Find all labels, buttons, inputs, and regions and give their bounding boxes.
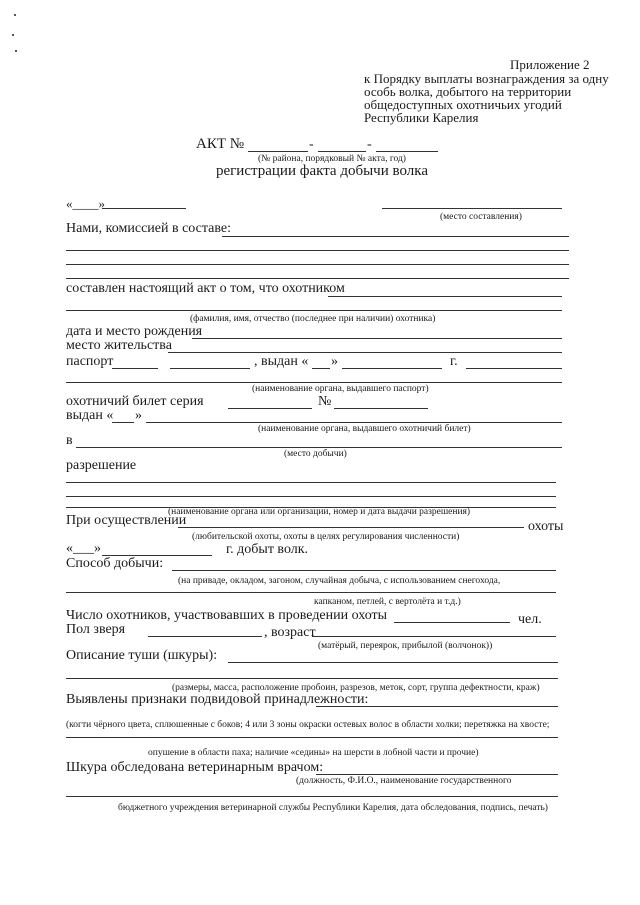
carcass-line[interactable] xyxy=(228,662,558,663)
killed-label: г. добыт волк. xyxy=(226,542,309,557)
vet-label: Шкура обследована ветеринарным врачом: xyxy=(66,760,324,775)
in-label: в xyxy=(66,433,73,448)
residence-line[interactable] xyxy=(168,352,562,353)
passport-label: паспорт xyxy=(66,354,114,369)
hunt-type-hint: (любительской охоты, охоты в целях регулирования численности) xyxy=(192,532,460,542)
age-label: , возраст xyxy=(264,625,316,640)
residence-label: место жительства xyxy=(66,338,172,353)
passport-org-line[interactable] xyxy=(466,368,562,369)
appendix-line: Республики Карелия xyxy=(364,110,479,125)
carcass-hint: (размеры, масса, расположение пробоин, разрезов, меток, сорт, группа дефектности, краж) xyxy=(172,683,540,693)
hunt-word: охоты xyxy=(528,519,564,534)
method-label: Способ добычи: xyxy=(66,556,164,571)
scan-speck xyxy=(14,14,16,16)
sex-label: Пол зверя xyxy=(66,622,126,637)
vet-hint: (должность, Ф.И.О., наименование государственного xyxy=(296,776,512,786)
place-line[interactable] xyxy=(382,208,562,209)
carcass-line[interactable] xyxy=(66,678,558,679)
ticket-number-line[interactable] xyxy=(334,408,428,409)
place-hint: (место составления) xyxy=(440,212,522,222)
date-open: «____» xyxy=(66,196,105,211)
permit-line[interactable] xyxy=(66,496,556,497)
year-line[interactable] xyxy=(376,151,438,152)
hunters-count-label: Число охотников, участвовавших в проведении охоты xyxy=(66,608,388,623)
act-number-line[interactable] xyxy=(318,151,366,152)
quote-close: » xyxy=(135,408,142,423)
scan-speck xyxy=(15,50,17,52)
passport-number-line[interactable] xyxy=(170,368,250,369)
ticket-day-line[interactable] xyxy=(112,422,134,423)
method-hint: капканом, петлей, с вертолёта и т.д.) xyxy=(314,597,461,607)
district-number-line[interactable] xyxy=(248,151,308,152)
vet-line[interactable] xyxy=(66,796,558,797)
commission-line[interactable] xyxy=(66,264,569,265)
quote-close: » xyxy=(331,354,338,369)
kill-place-line[interactable] xyxy=(76,447,562,448)
method-line[interactable] xyxy=(172,570,556,571)
commission-line[interactable] xyxy=(66,250,569,251)
birth-label: дата и место рождения xyxy=(66,324,203,339)
hunter-name-line[interactable] xyxy=(66,310,562,311)
ticket-series-line[interactable] xyxy=(228,408,312,409)
dash: - xyxy=(367,137,372,152)
dash: - xyxy=(309,137,314,152)
date-line[interactable] xyxy=(102,208,186,209)
method-line[interactable] xyxy=(66,592,556,593)
permit-label: разрешение xyxy=(66,458,137,473)
year-short: г. xyxy=(450,354,458,369)
hunter-name-line[interactable] xyxy=(328,296,562,297)
document-subtitle: регистрации факта добычи волка xyxy=(216,163,428,179)
ticket-label: охотничий билет серия xyxy=(66,394,204,409)
vet-line[interactable] xyxy=(316,774,558,775)
subspecies-hint: (когти чёрного цвета, сплюшенные с боков; 4 или 3 зоны окраски остевых волос в области холки; перетяжка на хвосте; xyxy=(66,720,550,730)
kill-place-hint: (место добычи) xyxy=(284,449,347,459)
date2-open: «___» xyxy=(66,541,101,556)
birth-line[interactable] xyxy=(192,338,562,339)
subspecies-line[interactable] xyxy=(316,706,558,707)
number-sign: № xyxy=(318,394,332,409)
subspecies-line[interactable] xyxy=(66,737,558,738)
method-hint: (на приваде, окладом, загоном, случайная добыча, с использованием снегохода, xyxy=(178,576,501,586)
permit-hint: (наименование органа или организации, номер и дата выдачи разрешения) xyxy=(168,507,471,517)
ticket-issued-label: выдан « xyxy=(66,408,114,423)
persons-label: чел. xyxy=(518,612,542,627)
commission-label: Нами, комиссией в составе: xyxy=(66,221,231,236)
act-number-hint: (№ района, порядковый № акта, год) xyxy=(258,154,406,164)
vet-hint: бюджетного учреждения ветеринарной службы Республики Карелия, дата обследования, подпись, печать) xyxy=(118,803,548,813)
age-hint: (матёрый, переярок, прибылой (волчонок)) xyxy=(318,641,493,651)
appendix-line: особь волка, добытого на территории xyxy=(364,84,572,99)
commission-line[interactable] xyxy=(222,236,569,237)
appendix-label: Приложение 2 xyxy=(510,57,590,72)
hunters-count-line[interactable] xyxy=(394,622,510,623)
age-line[interactable] xyxy=(312,636,556,637)
passport-day-line[interactable] xyxy=(312,368,330,369)
issued-label: , выдан « xyxy=(254,354,309,369)
appendix-line: к Порядку выплаты вознаграждения за одну xyxy=(364,71,609,86)
subspecies-label: Выявлены признаки подвидовой принадлежности: xyxy=(66,692,369,707)
appendix-line: общедоступных охотничьих угодий xyxy=(364,97,562,112)
passport-org-hint: (наименование органа, выдавшего паспорт) xyxy=(252,384,429,394)
carcass-label: Описание туши (шкуры): xyxy=(66,648,218,663)
passport-series-line[interactable] xyxy=(112,368,158,369)
ticket-org-line[interactable] xyxy=(146,422,562,423)
act-label: АКТ № xyxy=(196,136,245,152)
compiled-label: составлен настоящий акт о том, что охотником xyxy=(66,281,345,296)
hunt-type-line[interactable] xyxy=(178,527,524,528)
permit-line[interactable] xyxy=(66,482,556,483)
commission-line[interactable] xyxy=(66,278,569,279)
hunter-hint: (фамилия, имя, отчество (последнее при наличии) охотника) xyxy=(190,314,436,324)
scan-speck xyxy=(12,34,14,36)
during-label: При осуществлении xyxy=(66,513,187,528)
ticket-org-hint: (наименование органа, выдавшего охотничий билет) xyxy=(258,424,471,434)
passport-org-line[interactable] xyxy=(66,382,562,383)
passport-month-line[interactable] xyxy=(342,368,442,369)
sex-line[interactable] xyxy=(148,636,262,637)
subspecies-hint: опушение в области паха; наличие «седины» на шерсти в лобной части и прочие) xyxy=(148,748,479,758)
